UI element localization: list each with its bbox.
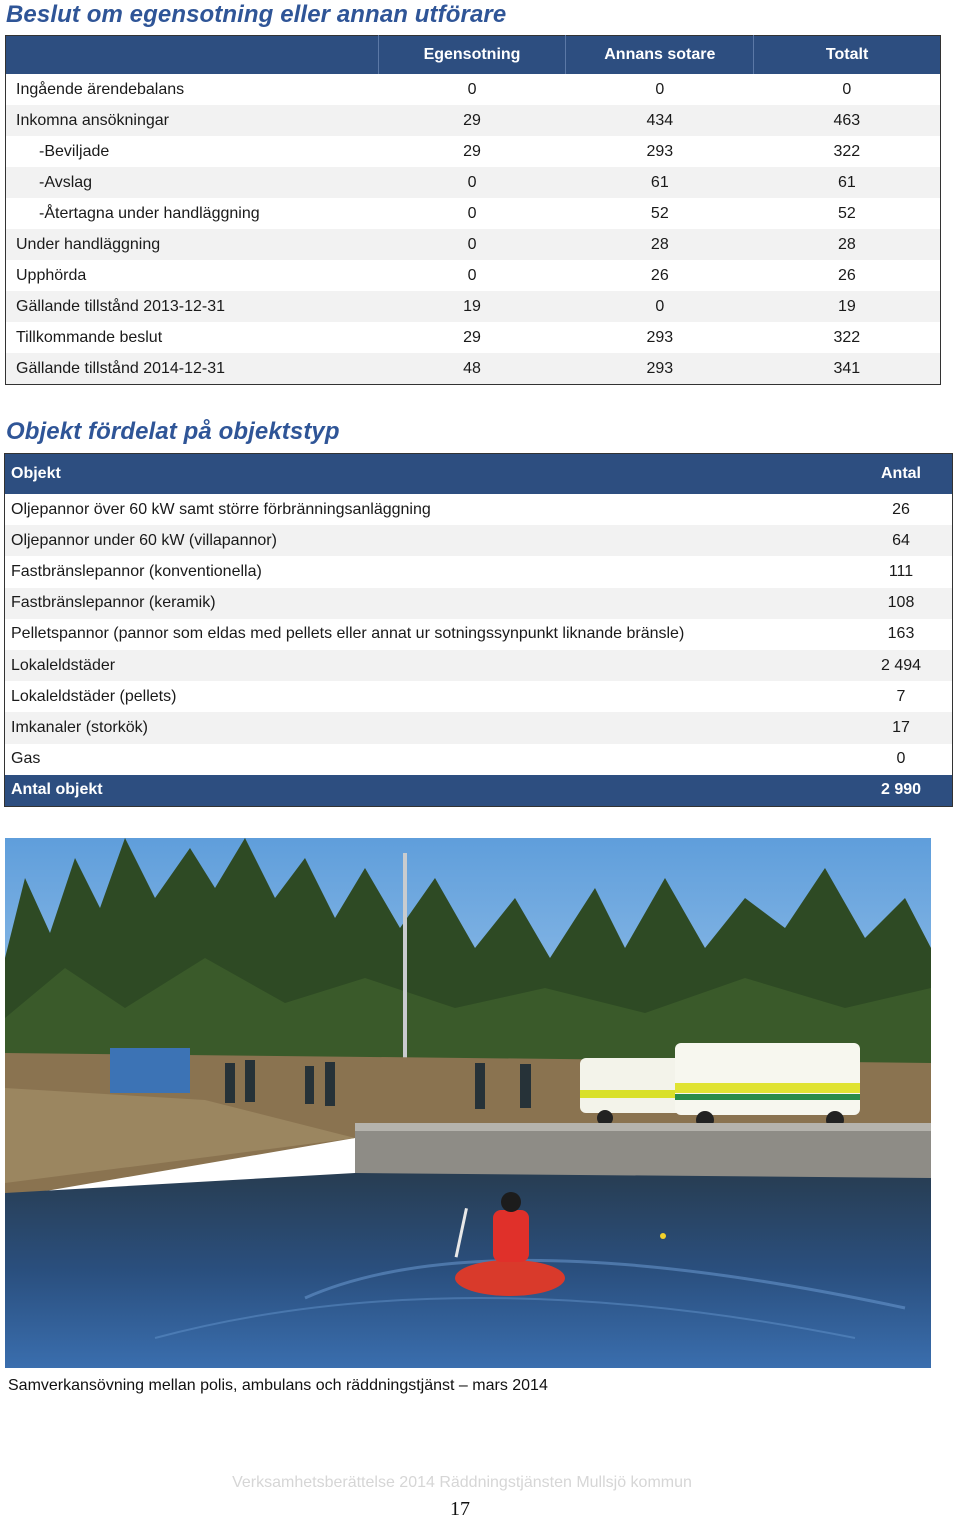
page-number: 17 [450,1498,470,1520]
object-count: 0 [896,750,906,768]
rescue-exercise-photo [5,838,931,1368]
cell-value: 0 [467,266,477,284]
column-header [6,36,379,75]
row-label: -Återtagna under handläggning [39,204,260,222]
cell-value: 0 [467,80,477,98]
cell-value: 29 [463,142,481,160]
object-label: Fastbränslepannor (keramik) [5,588,851,619]
object-label: Fastbränslepannor (konventionella) [11,562,262,580]
table-row [6,353,941,385]
object-count: 17 [850,712,953,743]
row-label: Inkomna ansökningar [6,105,379,136]
column-header: Totalt [754,36,941,75]
row-label: Gällande tillstånd 2014-12-31 [6,353,379,385]
cell-value: 0 [566,291,754,322]
cell-value: 61 [754,167,941,198]
object-label: Gas [11,750,41,768]
row-label: Tillkommande beslut [16,328,163,346]
table-row [5,588,953,619]
cell-value: 28 [566,229,754,260]
permits-table [5,35,941,385]
photo-caption: Samverkansövning mellan polis, ambulans och räddningstjänst – mars 2014 [8,1377,548,1394]
cell-value: 52 [650,204,669,222]
table-row [6,260,941,291]
object-label: Pelletspannor (pannor som eldas med pellets eller annat ur sotningssynpunkt liknande bränsle) [11,625,685,643]
cell-value: 19 [754,291,941,322]
cell-value: 61 [566,167,754,198]
cell-value: 293 [646,142,674,160]
total-value: 2 990 [850,775,953,807]
page-footer: Verksamhetsberättelse 2014 Räddningstjänsten Mullsjö kommun [232,1474,692,1491]
cell-value: 322 [833,142,861,160]
cell-value: 29 [378,105,566,136]
table-row [6,105,941,136]
total-row [5,775,953,807]
section-title: Objekt fördelat på objektstyp [6,418,340,445]
column-header: Objekt [5,454,851,495]
table-row [6,74,941,105]
cell-value: 293 [566,353,754,385]
object-count: 64 [850,525,953,556]
table-row [5,556,953,587]
object-label: Oljepannor över 60 kW samt större förbränningsanläggning [11,500,431,518]
table-row [6,291,941,322]
table-row [5,650,953,681]
object-label: Oljepannor under 60 kW (villapannor) [5,525,851,556]
object-label: Lokaleldstäder [5,650,851,681]
cell-value: 463 [754,105,941,136]
object-count: 26 [892,500,910,518]
row-label: -Avslag [6,167,379,198]
row-label: Ingående ärendebalans [16,80,185,98]
table-row [5,494,953,525]
object-count: 163 [887,625,915,643]
total-label: Antal objekt [5,775,851,807]
cell-value: 52 [837,204,856,222]
table-row [5,744,953,775]
object-label: Lokaleldstäder (pellets) [11,687,177,705]
table-row [6,229,941,260]
column-header: Antal [850,454,953,495]
object-type-table [4,453,953,807]
cell-value: 341 [754,353,941,385]
column-header: Egensotning [378,36,566,75]
object-count: 2 494 [850,650,953,681]
cell-value: 0 [378,167,566,198]
table-row [5,525,953,556]
table-row [6,167,941,198]
table-row [5,619,953,650]
row-label: -Beviljade [39,142,110,160]
cell-value: 322 [833,328,861,346]
cell-value: 19 [378,291,566,322]
cell-value: 293 [646,328,674,346]
column-header: Annans sotare [566,36,754,75]
cell-value: 26 [650,266,669,284]
cell-value: 0 [467,204,477,222]
cell-value: 0 [378,229,566,260]
table-header-row [6,36,941,75]
object-label: Imkanaler (storkök) [5,712,851,743]
row-label: Under handläggning [6,229,379,260]
cell-value: 48 [378,353,566,385]
table-row [6,136,941,167]
cell-value: 434 [566,105,754,136]
cell-value: 28 [754,229,941,260]
object-count: 108 [850,588,953,619]
row-label: Upphörda [16,266,87,284]
table-row [6,198,941,229]
table-row [5,712,953,743]
table-row [6,322,941,353]
object-count: 7 [896,687,906,705]
table-header-row [5,454,953,495]
cell-value: 26 [837,266,856,284]
table-row [5,681,953,712]
row-label: Gällande tillstånd 2013-12-31 [6,291,379,322]
cell-value: 0 [842,80,852,98]
section-title: Beslut om egensotning eller annan utförare [6,1,507,28]
cell-value: 29 [463,328,481,346]
object-count: 111 [888,562,914,580]
cell-value: 0 [655,80,665,98]
